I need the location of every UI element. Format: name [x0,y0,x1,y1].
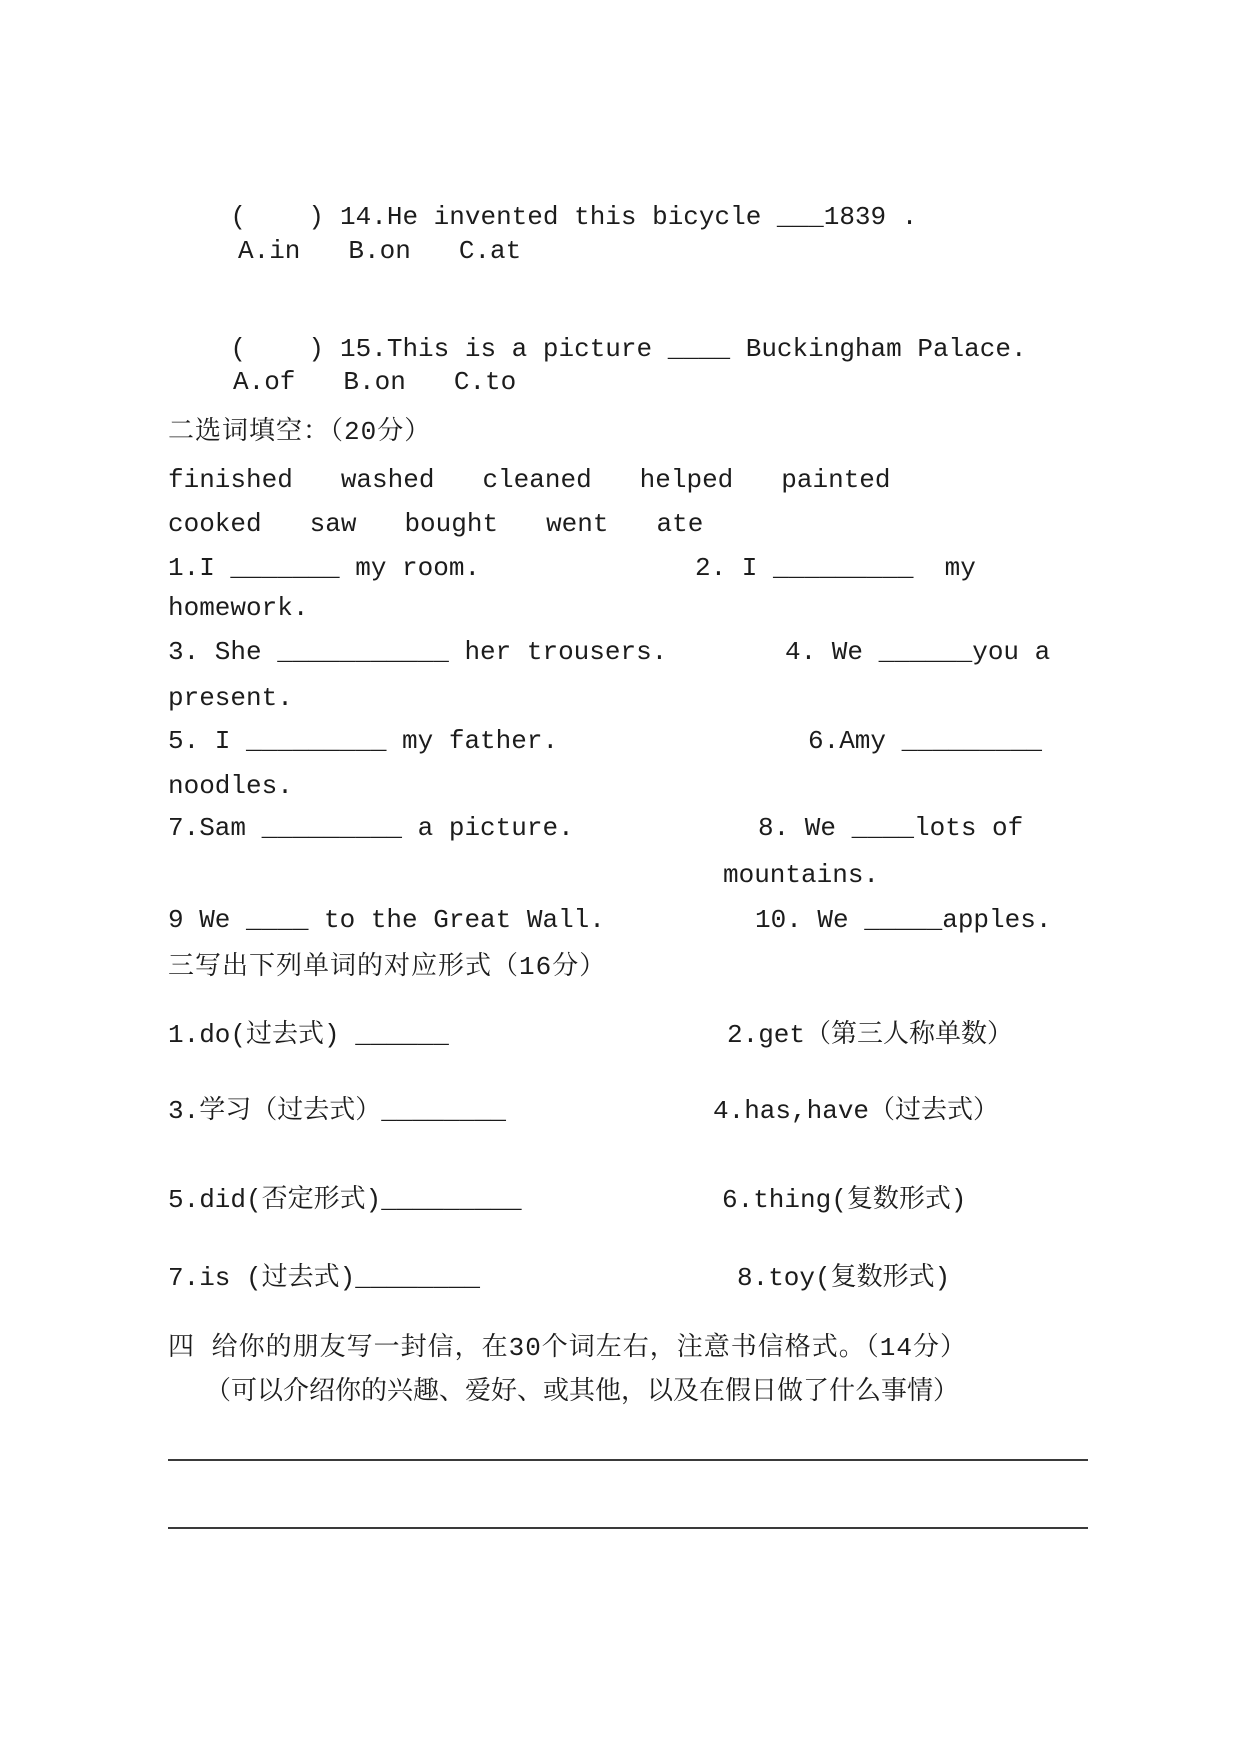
fill-row-3-4 [168,634,1181,670]
fill-row-1-2 [168,550,1181,586]
fill-row-5-6 [168,723,1181,759]
word-bank-word: cooked [168,509,262,539]
question-15-option-a: A.of [233,367,296,397]
wordform-item-7: 7.is (过去式)________ [168,1263,481,1293]
word-bank-row2 [168,506,1181,542]
question-15-option-b: B.on [343,367,406,397]
question-15-stem: 15.This is a picture ____ Buckingham Palace. [340,334,1027,364]
fill-row-9-10 [168,902,1181,938]
word-bank-word: cleaned [482,465,592,495]
word-bank-word: saw [309,509,357,539]
word-bank-word: ate [656,509,704,539]
section4-title: 四 给你的朋友写一封信，在30个词左右，注意书信格式。（14分） [168,1333,968,1363]
fill-item-8-wrap: mountains. [723,860,880,890]
fill-item-9: 9 We ____ to the Great Wall. [168,905,605,935]
wordform-item-4: 4.has,have（过去式） [713,1096,1000,1126]
fill-item-6-wrap: noodles. [168,771,293,801]
question-14-option-a: A.in [238,236,301,266]
question-15 [168,295,1181,364]
question-14-option-b: B.on [348,236,411,266]
wordform-row-7-8 [168,1260,1181,1296]
wordform-item-8: 8.toy(复数形式) [737,1263,951,1293]
word-bank-row1 [168,462,1181,498]
fill-item-4: 4. We ______you a [785,637,1051,667]
answer-bracket-14: ( ) [230,202,325,232]
question-14-stem: 14.He invented this bicycle ___1839 . [340,202,918,232]
word-bank-word: went [546,509,609,539]
fill-item-4-wrap: present. [168,683,293,713]
fill-item-7: 7.Sam _________ a picture. [168,813,574,843]
word-bank-word: washed [340,465,435,495]
wordform-item-5: 5.did(否定形式)_________ [168,1185,522,1215]
section4-note: （可以介绍你的兴趣、爱好、或其他，以及在假日做了什么事情） [205,1377,960,1407]
fill-item-5: 5. I _________ my father. [168,726,559,756]
wordform-row-5-6 [168,1182,1181,1218]
word-bank-word: helped [639,465,734,495]
question-15-option-c: C.to [453,367,517,397]
question-14-options [238,233,1181,269]
wordform-item-3: 3.学习（过去式）________ [168,1096,507,1126]
wordform-row-3-4 [168,1093,1181,1129]
word-bank-word: finished [168,465,293,495]
wordform-item-1: 1.do(过去式) ______ [168,1020,449,1050]
section3-title: 三写出下列单词的对应形式（16分） [168,952,607,982]
writing-line-1 [168,1459,1088,1461]
fill-item-3: 3. She ___________ her trousers. [168,637,668,667]
fill-item-2-wrap: homework. [168,593,309,623]
fill-item-6: 6.Amy _________ [808,726,1043,756]
fill-item-10: 10. We _____apples. [755,905,1052,935]
question-14 [168,163,1181,232]
wordform-item-2: 2.get（第三人称单数） [727,1020,1014,1050]
section2-title: 二选词填空：（20分） [168,417,432,447]
question-14-option-c: C.at [458,236,522,266]
word-bank-word: painted [781,465,891,495]
wordform-row-1-2 [168,1017,1181,1053]
fill-item-2: 2. I _________ my [695,553,976,583]
question-15-options [233,364,1181,400]
fill-row-7-8 [168,810,1181,846]
word-bank-word: bought [404,509,499,539]
answer-bracket-15: ( ) [230,334,325,364]
wordform-item-6: 6.thing(复数形式) [722,1185,967,1215]
writing-line-2 [168,1527,1088,1529]
fill-item-8: 8. We ____lots of [758,813,1024,843]
fill-item-1: 1.I _______ my room. [168,553,481,583]
